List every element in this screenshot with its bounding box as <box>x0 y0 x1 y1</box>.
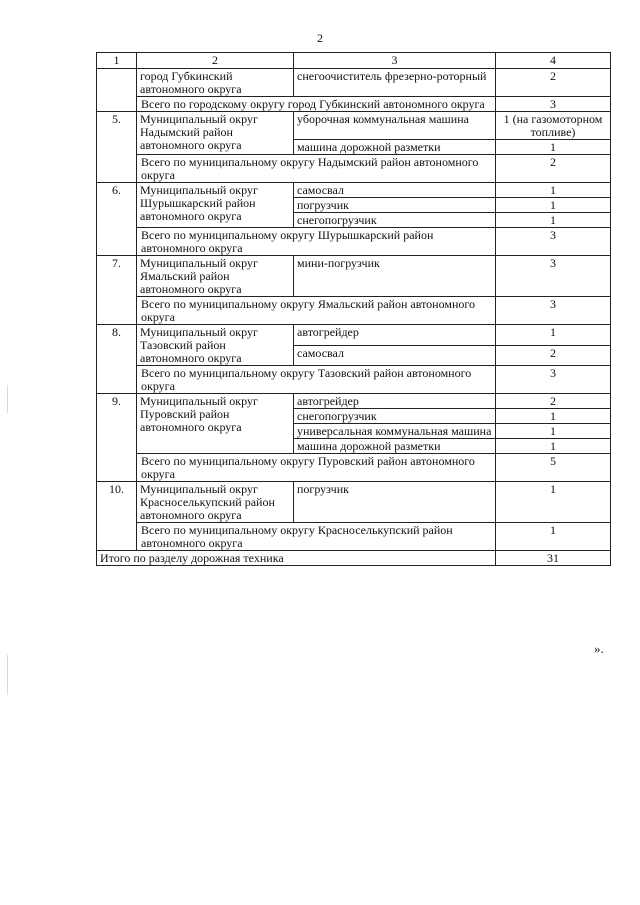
equipment-name: самосвал <box>294 345 496 366</box>
equipment-name: универсальная коммунальная машина <box>294 424 496 439</box>
row-number: 10. <box>97 482 137 551</box>
district-name: Муниципальный округ Красноселькупский район автономного округа <box>137 482 294 523</box>
equipment-name: погрузчик <box>294 198 496 213</box>
district-name: город Губкинский автономного округа <box>137 69 294 97</box>
equipment-quantity: 2 <box>496 69 611 97</box>
subtotal-label: Всего по муниципальному округу Тазовский район автономного округа <box>137 366 496 394</box>
subtotal-row <box>97 228 611 256</box>
equipment-quantity: 1 <box>496 140 611 155</box>
subtotal-row <box>97 297 611 325</box>
scan-edge-mark <box>7 385 8 413</box>
table-row <box>97 256 611 297</box>
equipment-quantity: 1 <box>496 409 611 424</box>
district-name: Муниципальный округ Шурышкарский район автономного округа <box>137 183 294 228</box>
equipment-name: уборочная коммунальная машина <box>294 112 496 140</box>
table-row <box>97 112 611 140</box>
row-number <box>97 69 137 112</box>
equipment-name: погрузчик <box>294 482 496 523</box>
subtotal-row <box>97 366 611 394</box>
table-row <box>97 325 611 346</box>
row-number: 5. <box>97 112 137 183</box>
equipment-name: самосвал <box>294 183 496 198</box>
column-header: 1 <box>97 53 137 69</box>
subtotal-label: Всего по муниципальному округу Красноселькупский район автономного округа <box>137 523 496 551</box>
subtotal-row <box>97 454 611 482</box>
subtotal-label: Всего по муниципальному округу Надымский район автономного округа <box>137 155 496 183</box>
subtotal-value: 3 <box>496 97 611 112</box>
equipment-table <box>96 52 611 566</box>
row-number: 7. <box>97 256 137 325</box>
district-name: Муниципальный округ Пуровский район автономного округа <box>137 394 294 454</box>
subtotal-value: 5 <box>496 454 611 482</box>
equipment-quantity: 2 <box>496 345 611 366</box>
equipment-name: автогрейдер <box>294 394 496 409</box>
equipment-name: машина дорожной разметки <box>294 439 496 454</box>
grand-total-label: Итого по разделу дорожная техника <box>97 551 496 566</box>
row-number: 8. <box>97 325 137 394</box>
subtotal-row <box>97 155 611 183</box>
subtotal-value: 3 <box>496 366 611 394</box>
subtotal-value: 3 <box>496 228 611 256</box>
closing-quote: ». <box>594 641 604 656</box>
equipment-name: снегопогрузчик <box>294 409 496 424</box>
equipment-quantity: 2 <box>496 394 611 409</box>
equipment-quantity: 1 (на газомоторном топливе) <box>496 112 611 140</box>
table-row <box>97 394 611 409</box>
row-number: 9. <box>97 394 137 482</box>
subtotal-label: Всего по муниципальному округу Ямальский район автономного округа <box>137 297 496 325</box>
equipment-name: снегоочиститель фрезерно-роторный <box>294 69 496 97</box>
table-row <box>97 482 611 523</box>
column-header: 3 <box>294 53 496 69</box>
equipment-quantity: 1 <box>496 439 611 454</box>
equipment-quantity: 1 <box>496 213 611 228</box>
table-header-row <box>97 53 611 69</box>
grand-total-row <box>97 551 611 566</box>
table-row <box>97 183 611 198</box>
subtotal-value: 1 <box>496 523 611 551</box>
equipment-quantity: 1 <box>496 198 611 213</box>
district-name: Муниципальный округ Тазовский район автономного округа <box>137 325 294 366</box>
equipment-quantity: 1 <box>496 424 611 439</box>
column-header: 4 <box>496 53 611 69</box>
page-number: 2 <box>317 31 323 45</box>
table-row <box>97 69 611 97</box>
equipment-name: машина дорожной разметки <box>294 140 496 155</box>
equipment-quantity: 1 <box>496 183 611 198</box>
equipment-quantity: 1 <box>496 482 611 523</box>
column-header: 2 <box>137 53 294 69</box>
equipment-quantity: 3 <box>496 256 611 297</box>
row-number: 6. <box>97 183 137 256</box>
equipment-name: снегопогрузчик <box>294 213 496 228</box>
subtotal-row <box>97 523 611 551</box>
subtotal-label: Всего по муниципальному округу Шурышкарский район автономного округа <box>137 228 496 256</box>
equipment-name: автогрейдер <box>294 325 496 346</box>
scan-edge-mark <box>7 655 8 695</box>
district-name: Муниципальный округ Ямальский район автономного округа <box>137 256 294 297</box>
subtotal-label: Всего по муниципальному округу Пуровский район автономного округа <box>137 454 496 482</box>
grand-total-value: 31 <box>496 551 611 566</box>
equipment-name: мини-погрузчик <box>294 256 496 297</box>
subtotal-label: Всего по городскому округу город Губкинский автономного округа <box>137 97 496 112</box>
subtotal-value: 2 <box>496 155 611 183</box>
equipment-quantity: 1 <box>496 325 611 346</box>
district-name: Муниципальный округ Надымский район автономного округа <box>137 112 294 155</box>
subtotal-value: 3 <box>496 297 611 325</box>
subtotal-row <box>97 97 611 112</box>
